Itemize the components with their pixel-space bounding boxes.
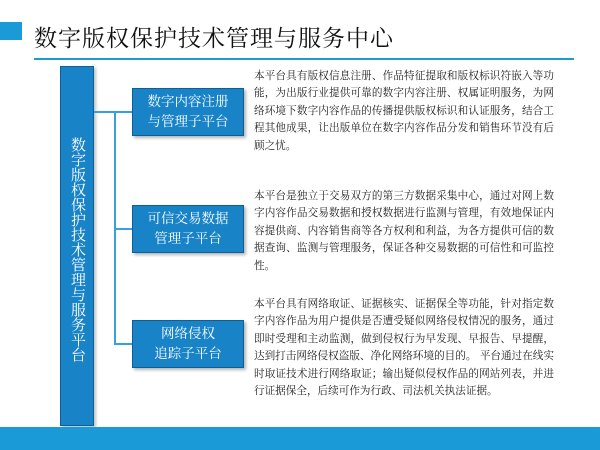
title-underline: [34, 58, 574, 60]
subsystem-box-label-line2: 追踪子平台: [154, 346, 222, 362]
subsystem-description-registration: 本平台具有版权信息注册、作品特征提取和版权标识符嵌入等功能，为出版行业提供可靠的数字内容注册、权属证明服务，为网络环境下数字内容作品的传播提供版权标识和认证服务，结合工程其他成果，让出版单位在数字内容作品分发和销售环节没有后顾之忧。: [254, 70, 554, 152]
title-accent-bar: [0, 22, 22, 40]
subsystem-box-trade-data: [132, 205, 244, 253]
connector-vertical: [114, 111, 116, 343]
subsystem-box-label-line2: 管理子平台: [154, 231, 222, 247]
footer-band: [0, 427, 600, 450]
title-bar: [0, 18, 600, 66]
subsystem-box-label-line1: 网络侵权: [161, 326, 215, 342]
subsystem-box-registration: [132, 88, 244, 136]
connector-main: [94, 111, 114, 113]
subsystem-description-infringement-tracking: 本平台具有网络取证、证据核实、证据保全等功能，针对指定数字内容作品为用户提供是否遭受疑似网络侵权情况的服务，通过即时受理和主动监测，做到侵权行为早发现、早报告、早提醒，达到打击网络侵权盗版、净化网络环境的目的。 平台通过在线实时取证技术进行网络取证；输出疑似侵权作品的网站列表，并进行证据保全，后续可作为行政、司法机关执法证据。: [254, 298, 554, 398]
connector-branch-1: [114, 111, 132, 113]
subsystem-box-label-line1: 数字内容注册: [147, 94, 229, 110]
page-title: 数字版权保护技术管理与服务中心: [34, 26, 394, 52]
main-platform-label: 数字版权保护技术管理与服务平台: [69, 137, 87, 362]
subsystem-box-label-line1: 可信交易数据: [147, 211, 229, 227]
subsystem-box-label-line2: 与管理子平台: [147, 114, 229, 130]
connector-branch-3: [114, 343, 132, 345]
subsystem-box-infringement-tracking: [132, 320, 244, 368]
main-platform-node: [60, 66, 94, 426]
connector-branch-2: [114, 228, 132, 230]
subsystem-description-trade-data: 本平台是独立于交易双方的第三方数据采集中心，通过对网上数字内容作品交易数据和授权数据进行监测与管理，有效地保证内容提供商、内容销售商等各方权利和利益，为各方提供可信的数据查询、监测与管理服务，保证各种交易数据的可信性和可监控性。: [254, 190, 554, 272]
